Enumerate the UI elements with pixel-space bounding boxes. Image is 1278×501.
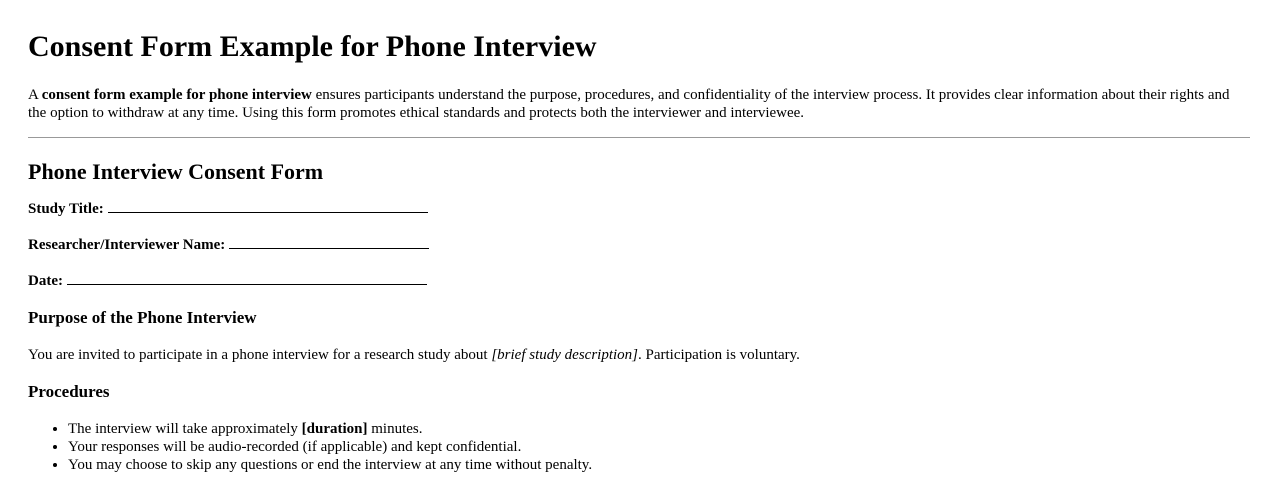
study-title-blank[interactable] xyxy=(108,198,428,213)
list-item xyxy=(68,420,1250,438)
procedures-heading: Procedures xyxy=(28,382,110,401)
field-date xyxy=(28,270,1250,290)
field-study-title xyxy=(28,198,1250,218)
date-blank[interactable] xyxy=(67,270,427,285)
item-text: The interview will take approximately xyxy=(68,421,302,437)
intro-text: A xyxy=(28,87,42,103)
field-label: Researcher/Interviewer Name: xyxy=(28,237,226,253)
procedures-list xyxy=(28,420,1250,474)
field-label: Date: xyxy=(28,273,63,289)
purpose-text-rest: . Participation is voluntary. xyxy=(638,347,800,363)
field-label: Study Title: xyxy=(28,201,104,217)
purpose-paragraph xyxy=(28,346,1250,364)
list-item xyxy=(68,438,1250,456)
intro-text-rest: ensures participants understand the purpose, procedures, and confidentiality of the interview process. It provides clear information about their rights and the option to withdraw at any time. Using this form promotes ethical standards and protects both the interviewer and interviewee. xyxy=(28,87,1230,121)
divider xyxy=(28,137,1250,138)
field-researcher-name xyxy=(28,234,1250,254)
purpose-text: You are invited to participate in a phone interview for a research study about xyxy=(28,347,492,363)
page-title: Consent Form Example for Phone Interview xyxy=(28,30,597,63)
form-title: Phone Interview Consent Form xyxy=(28,159,324,184)
intro-bold: consent form example for phone interview xyxy=(41,87,312,103)
intro-paragraph xyxy=(28,86,1250,122)
list-item xyxy=(68,456,1250,474)
purpose-heading: Purpose of the Phone Interview xyxy=(28,308,257,327)
item-text: You may choose to skip any questions or end the interview at any time without penalty. xyxy=(68,457,593,473)
purpose-placeholder: [brief study description] xyxy=(491,347,639,363)
item-text: Your responses will be audio-recorded (if applicable) and kept confidential. xyxy=(68,439,522,455)
item-bold: [duration] xyxy=(301,421,368,437)
item-text-rest: minutes. xyxy=(367,421,423,437)
researcher-name-blank[interactable] xyxy=(229,234,429,249)
